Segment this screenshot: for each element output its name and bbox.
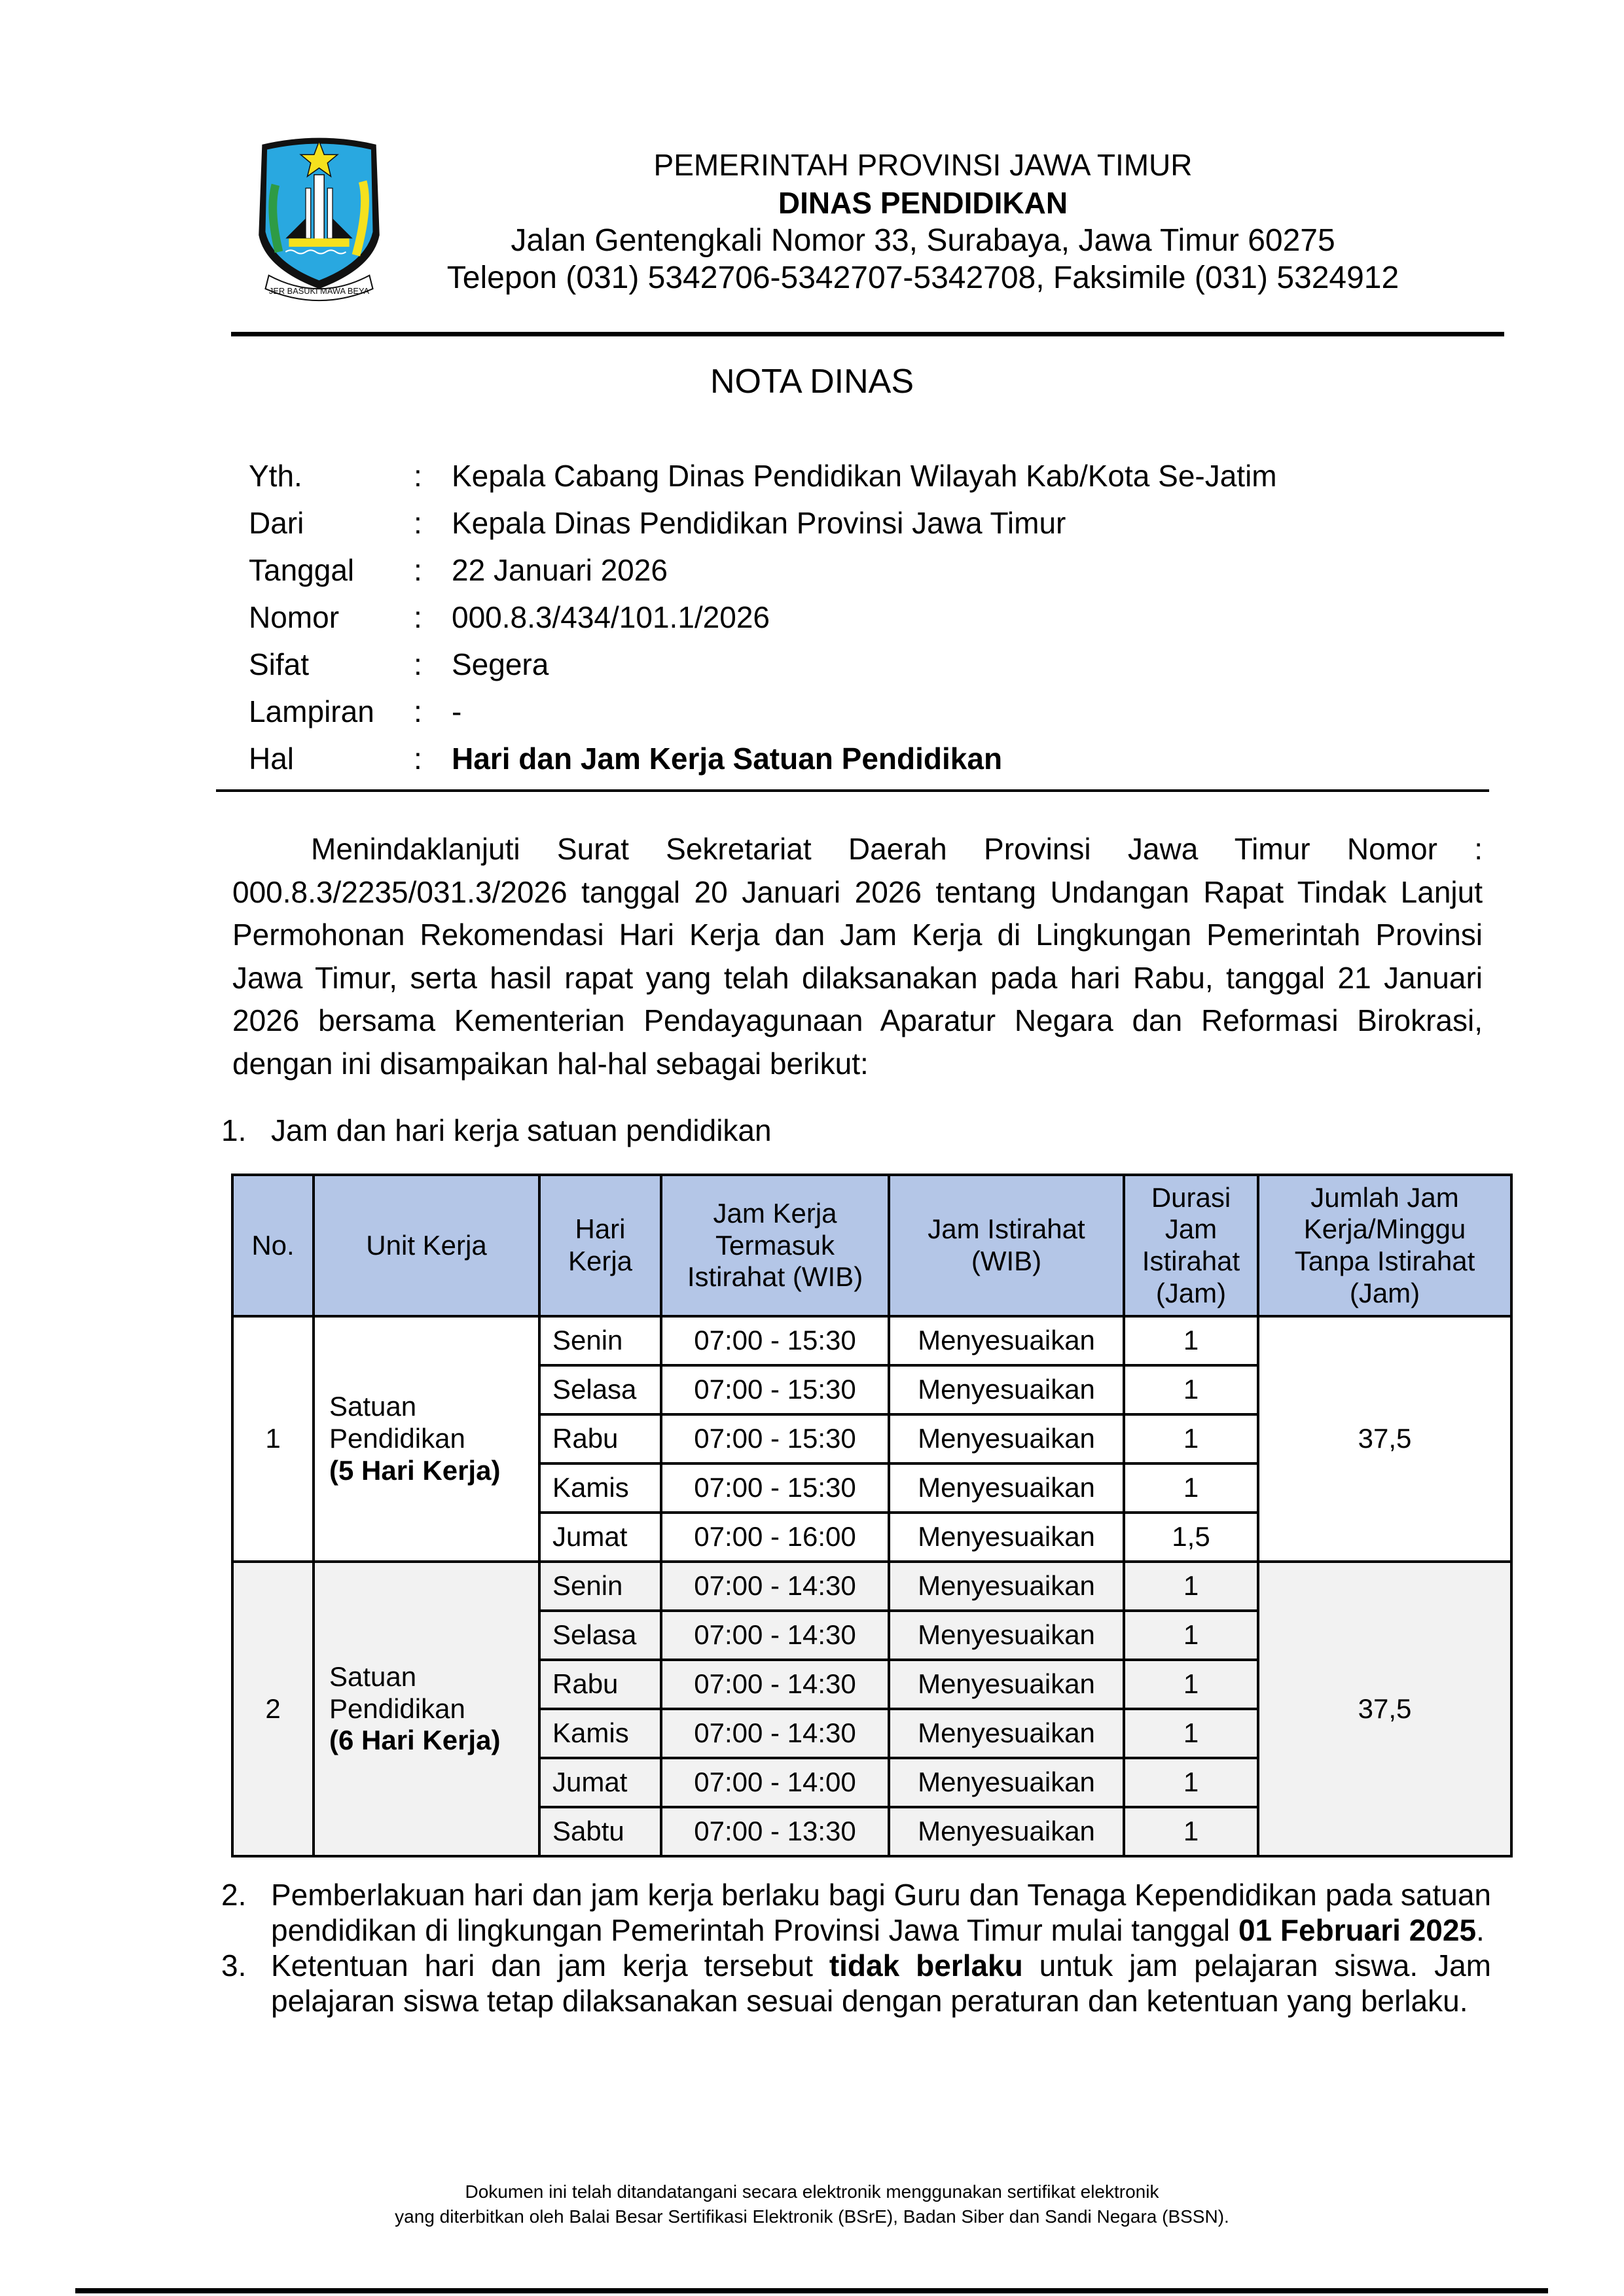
table-header-row	[232, 1175, 1511, 1316]
table-row	[232, 1562, 1511, 1611]
header-weekly-total: Jumlah Jam Kerja/Minggu Tanpa Istirahat (Jam)	[1258, 1175, 1511, 1316]
meta-label: Yth.	[249, 459, 302, 493]
cell-day: Sabtu	[539, 1807, 661, 1856]
cell-duration: 1	[1124, 1562, 1258, 1611]
work-hours-table	[231, 1174, 1513, 1857]
cell-duration: 1	[1124, 1758, 1258, 1807]
cell-duration: 1	[1124, 1611, 1258, 1660]
cell-weekly-total: 37,5	[1258, 1562, 1511, 1856]
cell-hours: 07:00 - 14:30	[661, 1611, 889, 1660]
meta-value: 22 Januari 2026	[452, 553, 668, 587]
letterhead-divider	[231, 332, 1504, 336]
cell-day: Jumat	[539, 1758, 661, 1807]
cell-day: Senin	[539, 1562, 661, 1611]
list-text: Ketentuan hari dan jam kerja tersebut tidak berlaku untuk jam pelajaran siswa. Jam pelajaran siswa tetap dilaksanakan sesuai dengan peraturan dan ketentuan yang berlaku.	[271, 1948, 1491, 2018]
meta-colon: :	[414, 694, 422, 728]
cell-day: Selasa	[539, 1611, 661, 1660]
cell-break: Menyesuaikan	[889, 1709, 1124, 1758]
meta-colon: :	[414, 600, 422, 634]
list-item-3	[221, 1948, 1491, 2018]
meta-colon: :	[414, 742, 422, 776]
header-unit: Unit Kerja	[314, 1175, 539, 1316]
footer-divider	[75, 2288, 1548, 2293]
list-text: Jam dan hari kerja satuan pendidikan	[271, 1113, 772, 1147]
letterhead-government: PEMERINTAH PROVINSI JAWA TIMUR	[653, 148, 1193, 182]
cell-break: Menyesuaikan	[889, 1414, 1124, 1463]
list-number: 1.	[221, 1113, 247, 1147]
list-number: 2.	[221, 1878, 247, 1912]
header-break-time: Jam Istirahat (WIB)	[889, 1175, 1124, 1316]
header-no: No.	[232, 1175, 314, 1316]
list-number: 3.	[221, 1948, 247, 1982]
cell-day: Jumat	[539, 1513, 661, 1562]
header-day: Hari Kerja	[539, 1175, 661, 1316]
header-break-duration: Durasi Jam Istirahat (Jam)	[1124, 1175, 1258, 1316]
cell-duration: 1	[1124, 1316, 1258, 1365]
cell-day: Kamis	[539, 1709, 661, 1758]
meta-value: Kepala Dinas Pendidikan Provinsi Jawa Timur	[452, 506, 1066, 540]
meta-label: Sifat	[249, 647, 310, 681]
meta-label: Nomor	[249, 600, 340, 634]
cell-hours: 07:00 - 13:30	[661, 1807, 889, 1856]
cell-duration: 1	[1124, 1807, 1258, 1856]
cell-hours: 07:00 - 16:00	[661, 1513, 889, 1562]
cell-hours: 07:00 - 15:30	[661, 1365, 889, 1414]
letterhead-contact: Telepon (031) 5342706-5342707-5342708, Faksimile (031) 5324912	[446, 260, 1399, 295]
cell-duration: 1	[1124, 1709, 1258, 1758]
cell-hours: 07:00 - 15:30	[661, 1316, 889, 1365]
list-item-1	[221, 1113, 772, 1148]
body-paragraph: Menindaklanjuti Surat Sekretariat Daerah Provinsi Jawa Timur Nomor : 000.8.3/2235/031.3/2026 tanggal 20 Januari 2026 tentang Undangan Rapat Tindak Lanjut Permohonan Rekomendasi Hari Kerja dan Jam Kerja di Lingkungan Pemerintah Provinsi Jawa Timur, serta hasil rapat yang telah dilaksanakan pada hari Rabu, tanggal 21 Januari 2026 bersama Kementerian Pendayagunaan Aparatur Negara dan Reformasi Birokrasi, dengan ini disampaikan hal-hal sebagai berikut:	[232, 832, 1483, 1081]
meta-row-attachment	[249, 694, 1277, 741]
cell-hours: 07:00 - 14:00	[661, 1758, 889, 1807]
meta-value-subject: Hari dan Jam Kerja Satuan Pendidikan	[452, 742, 1003, 776]
cell-hours: 07:00 - 14:30	[661, 1660, 889, 1709]
cell-day: Rabu	[539, 1660, 661, 1709]
cell-weekly-total: 37,5	[1258, 1316, 1511, 1562]
cell-day: Selasa	[539, 1365, 661, 1414]
cell-break: Menyesuaikan	[889, 1365, 1124, 1414]
cell-no: 1	[232, 1316, 314, 1562]
list-text: Pemberlakuan hari dan jam kerja berlaku bagi Guru dan Tenaga Kependidikan pada satuan pendidikan di lingkungan Pemerintah Provinsi Jawa Timur mulai tanggal 01 Februari 2025.	[271, 1878, 1491, 1947]
cell-hours: 07:00 - 14:30	[661, 1562, 889, 1611]
list-item-2	[221, 1877, 1491, 1948]
cell-day: Senin	[539, 1316, 661, 1365]
meta-value: -	[452, 694, 462, 728]
meta-label: Hal	[249, 742, 295, 776]
meta-row-date	[249, 552, 1277, 600]
esignature-notice-line-1: Dokumen ini telah ditandatangani secara elektronik menggunakan sertifikat elektronik	[465, 2181, 1159, 2202]
meta-label: Dari	[249, 506, 304, 540]
meta-row-sender	[249, 505, 1277, 552]
meta-colon: :	[414, 459, 422, 493]
cell-break: Menyesuaikan	[889, 1611, 1124, 1660]
cell-break: Menyesuaikan	[889, 1758, 1124, 1807]
cell-no: 2	[232, 1562, 314, 1856]
effective-date: 01 Februari 2025	[1238, 1913, 1477, 1947]
letterhead-address: Jalan Gentengkali Nomor 33, Surabaya, Jawa Timur 60275	[511, 223, 1335, 258]
cell-duration: 1	[1124, 1660, 1258, 1709]
header-work-hours: Jam Kerja Termasuk Istirahat (WIB)	[661, 1175, 889, 1316]
cell-day: Rabu	[539, 1414, 661, 1463]
esignature-notice-line-2: yang diterbitkan oleh Balai Besar Sertifikasi Elektronik (BSrE), Badan Siber dan Sandi Negara (BSSN).	[395, 2206, 1229, 2227]
meta-label: Lampiran	[249, 694, 374, 728]
meta-colon: :	[414, 647, 422, 681]
cell-break: Menyesuaikan	[889, 1513, 1124, 1562]
meta-value: Kepala Cabang Dinas Pendidikan Wilayah Kab/Kota Se-Jatim	[452, 459, 1277, 493]
cell-unit: Satuan Pendidikan (6 Hari Kerja)	[314, 1562, 539, 1856]
meta-colon: :	[414, 553, 422, 587]
emphasis-not-applicable: tidak berlaku	[829, 1948, 1023, 1982]
svg-text:JER BASUKI MAWA BEYA: JER BASUKI MAWA BEYA	[268, 285, 370, 296]
meta-row-number	[249, 600, 1277, 647]
numbered-list	[221, 1877, 1491, 2018]
cell-duration: 1	[1124, 1414, 1258, 1463]
metadata-divider	[216, 789, 1489, 792]
table-row	[232, 1316, 1511, 1365]
meta-label: Tanggal	[249, 553, 355, 587]
cell-break: Menyesuaikan	[889, 1562, 1124, 1611]
cell-duration: 1,5	[1124, 1513, 1258, 1562]
cell-break: Menyesuaikan	[889, 1316, 1124, 1365]
meta-row-nature	[249, 647, 1277, 694]
meta-row-recipient	[249, 458, 1277, 505]
memo-metadata	[249, 458, 1277, 788]
cell-break: Menyesuaikan	[889, 1463, 1124, 1513]
cell-hours: 07:00 - 14:30	[661, 1709, 889, 1758]
cell-break: Menyesuaikan	[889, 1660, 1124, 1709]
cell-hours: 07:00 - 15:30	[661, 1414, 889, 1463]
cell-hours: 07:00 - 15:30	[661, 1463, 889, 1513]
cell-break: Menyesuaikan	[889, 1807, 1124, 1856]
cell-unit: Satuan Pendidikan (5 Hari Kerja)	[314, 1316, 539, 1562]
cell-day: Kamis	[539, 1463, 661, 1513]
meta-value: Segera	[452, 647, 549, 681]
meta-value: 000.8.3/434/101.1/2026	[452, 600, 770, 634]
document-title: NOTA DINAS	[710, 363, 914, 401]
cell-duration: 1	[1124, 1365, 1258, 1414]
cell-duration: 1	[1124, 1463, 1258, 1513]
letterhead-agency: DINAS PENDIDIKAN	[778, 186, 1068, 220]
meta-colon: :	[414, 506, 422, 540]
meta-row-subject	[249, 741, 1277, 788]
